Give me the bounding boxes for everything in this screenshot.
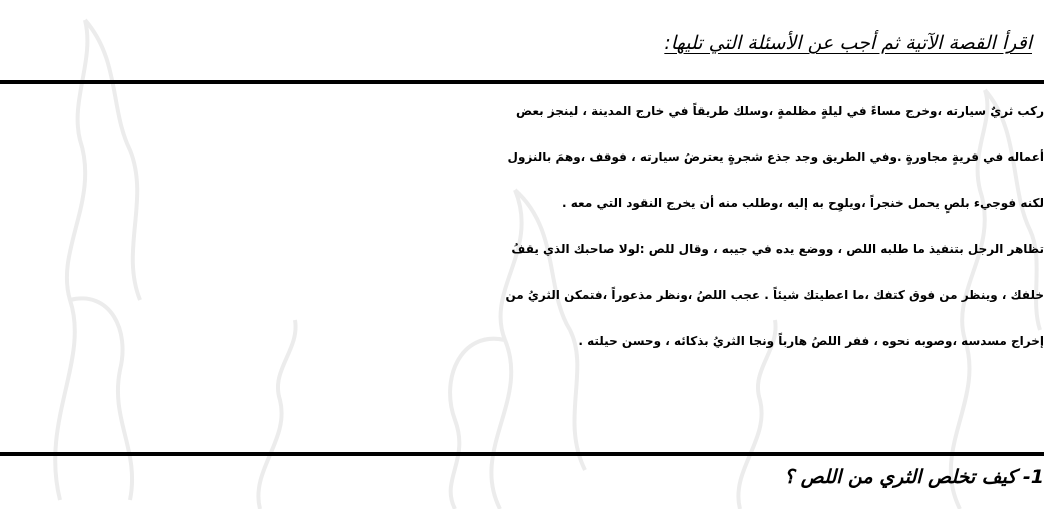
story-line: ركب ثريٌ سيارته ،وخرج مساءً في ليلةٍ مظلمةٍ ،وسلك طريقاً في خارج المدينة ، لينجز بعض <box>515 104 1044 118</box>
story-line: لكنه فوجيء بلصٍ يحمل خنجراً ،ويلوِح به إليه ،وطلب منه أن يخرج النقود التي معه . <box>562 196 1044 210</box>
story-line: خلفك ، وينظر من فوق كتفك ،ما اعطيتك شيئاً . عجب اللصُ ،ونظر مذعوراً ،فتمكن الثريُ من <box>505 288 1044 302</box>
story-passage <box>14 88 1044 364</box>
story-line: تظاهر الرجل بتنفيذ ما طلبه اللص ، ووضع يده في جيبه ، وقال للص :لولا صاحبك الذي يقفُ <box>511 242 1044 256</box>
question-1: 1- كيف تخلص الثري من اللص ؟ <box>784 466 1044 488</box>
top-divider <box>0 80 1044 84</box>
bottom-divider <box>0 452 1044 456</box>
instruction-heading: اقرأ القصة الآتية ثم أجب عن الأسئلة التي تليها: <box>664 32 1032 54</box>
story-line: أعماله في قريةٍ مجاورةٍ .وفي الطريق وجد جذع شجرةٍ يعترضُ سيارته ، فوقف ،وهمَ بالنزول <box>507 150 1044 164</box>
story-line: إخراج مسدسه ،وصوبه نحوه ، ففر اللصُ هارباً ونجا الثريُ بذكائه ، وحسن حيلته . <box>578 334 1044 348</box>
